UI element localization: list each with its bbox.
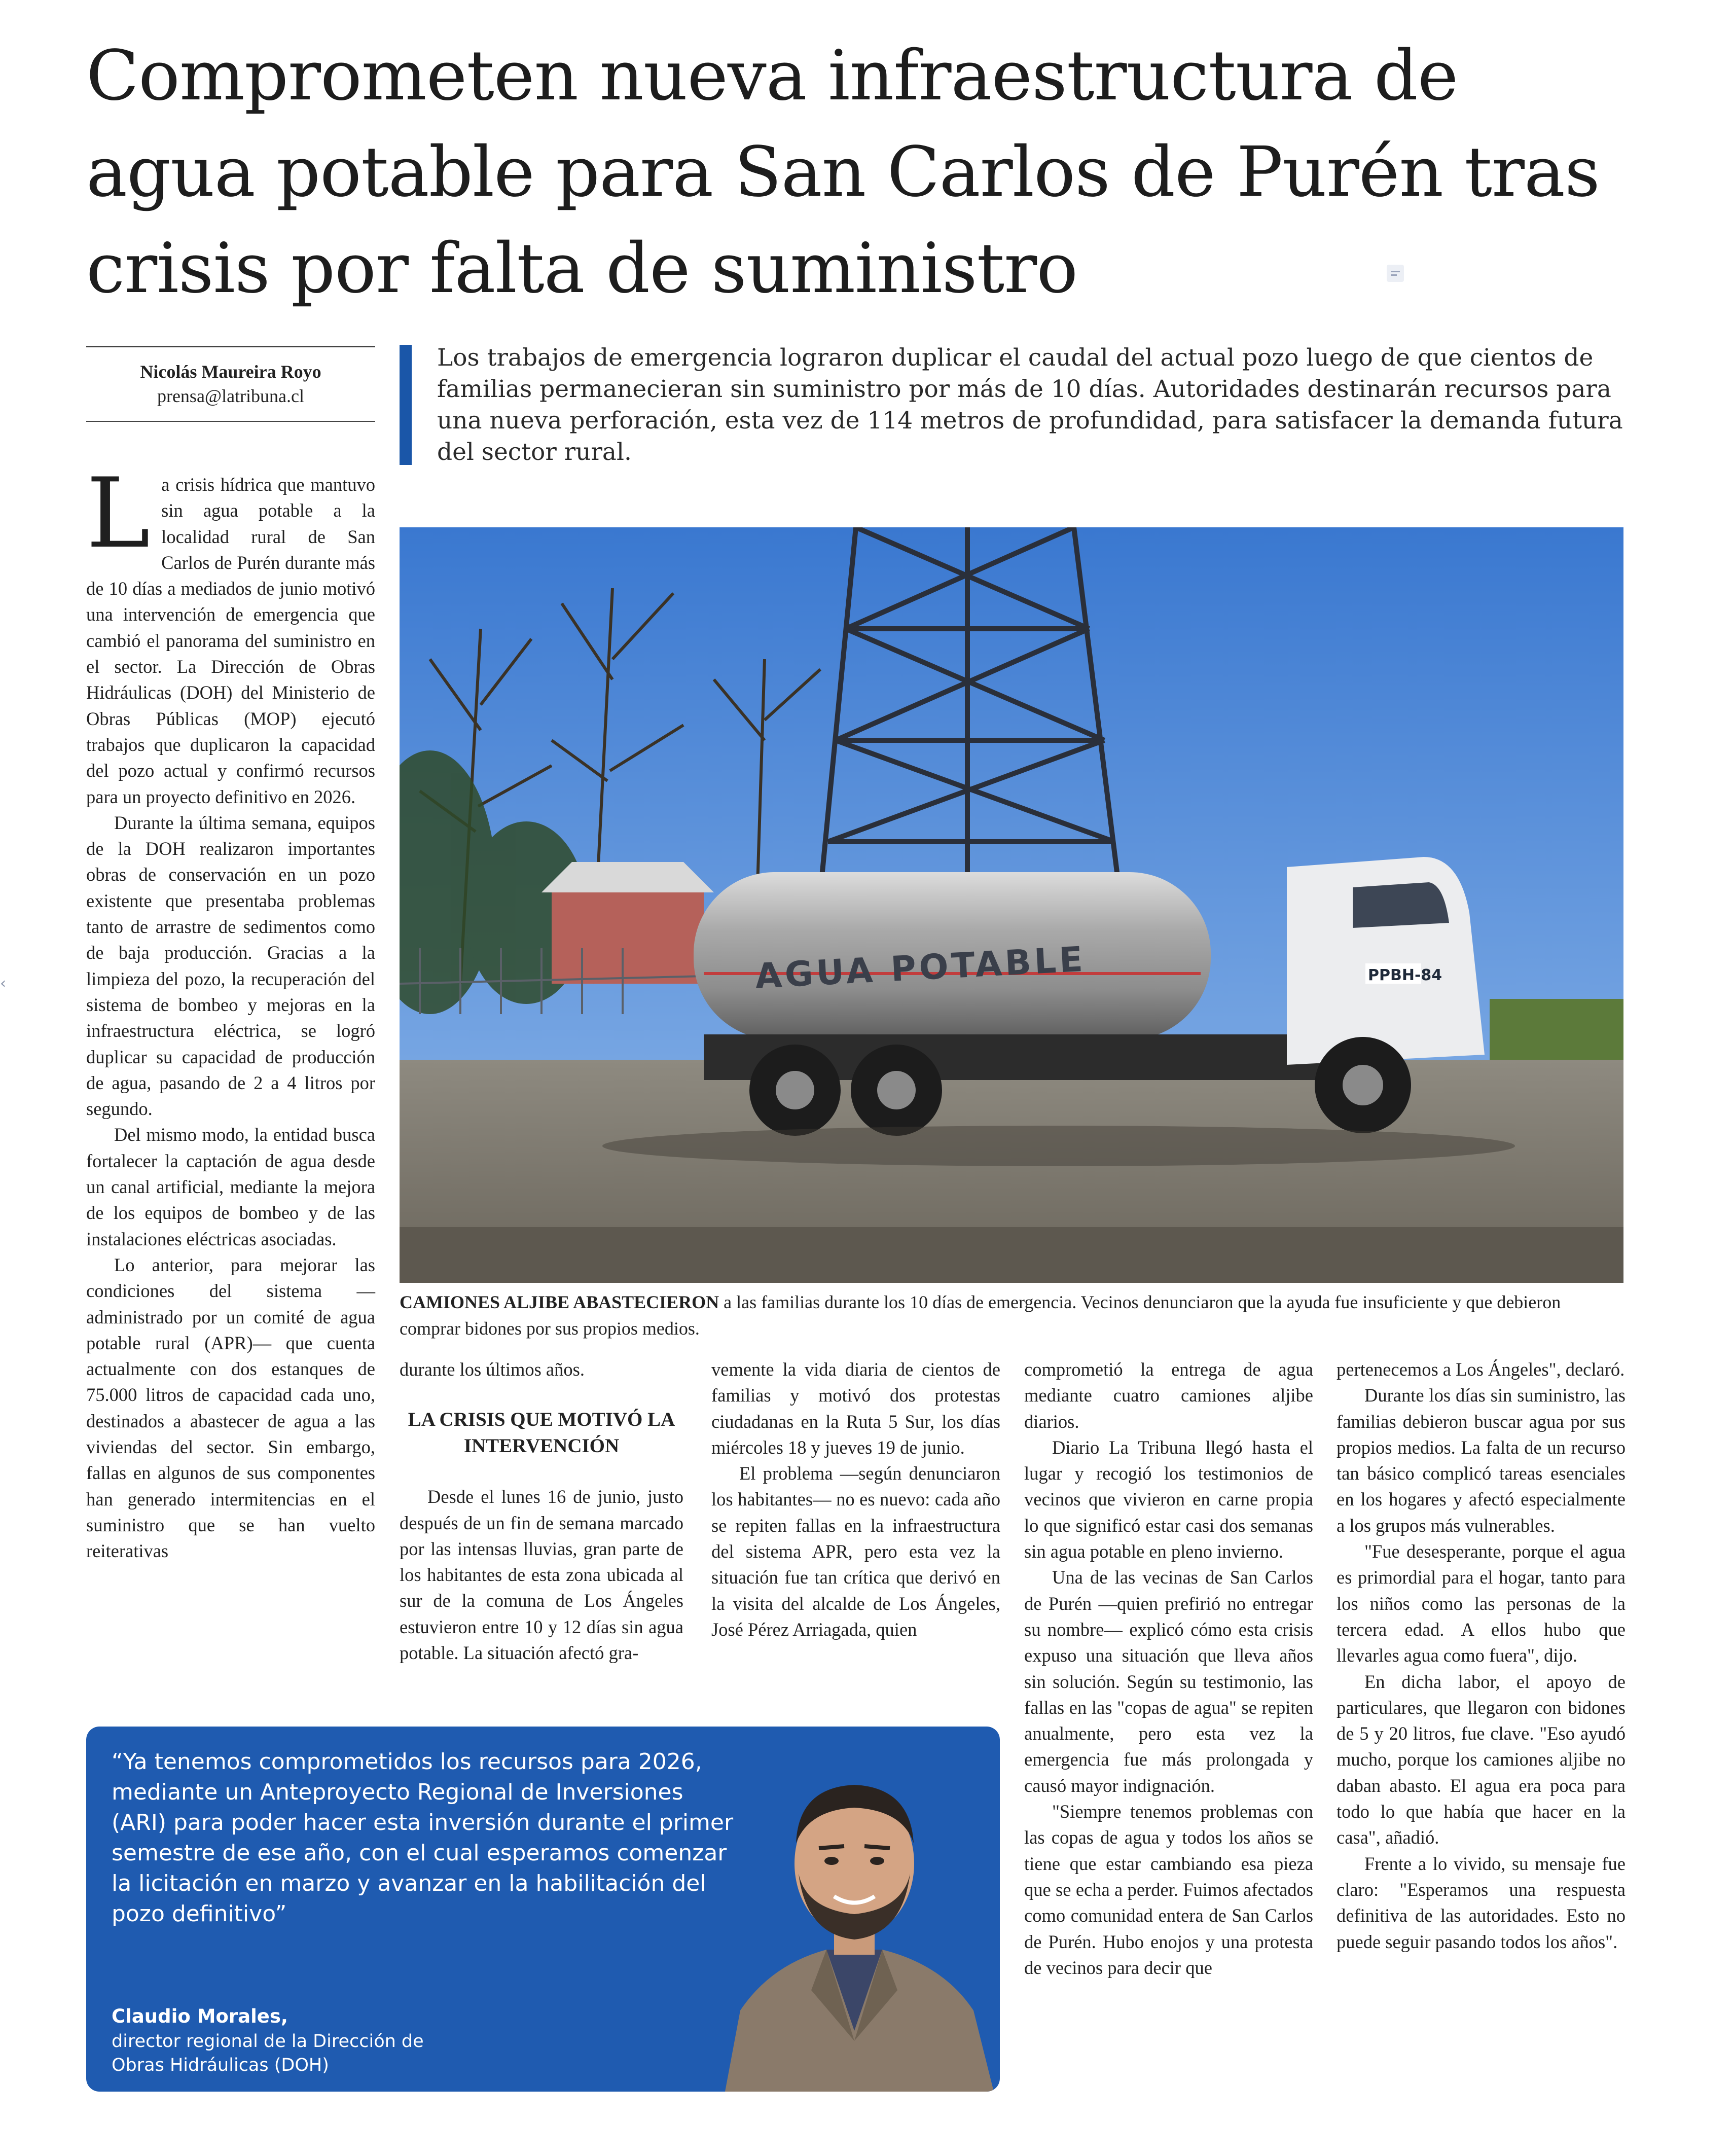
- paragraph: "Siempre tenemos problemas con las copas de agua y todos los años se tiene que estar cambiando esa pieza que se echa a perder. Fuimos afectados como comunidad entera de San Carlos de Purén. Hubo enojos y una protesta de vecinos para decir que: [1024, 1801, 1313, 1978]
- truck-plate: PPBH-84: [1368, 966, 1442, 984]
- column-3: [711, 1356, 1000, 1642]
- paragraph: durante los últimos años.: [400, 1359, 585, 1380]
- headline: Comprometen nueva infraestructura de agua potable para San Carlos de Purén tras crisis por falta de suministro: [86, 36, 1600, 309]
- column-4: [1024, 1356, 1313, 1981]
- drop-cap: L: [86, 457, 151, 569]
- quote-author-name: Claudio Morales,: [112, 2005, 288, 2027]
- paragraph: "Fue desesperante, porque el agua es primordial para el hogar, tanto para los niños como las personas de la tercera edad. A ellos hubo que llevarles agua como fuera", dijo.: [1337, 1541, 1626, 1666]
- quote-author-role: director regional de la Dirección de Obras Hidráulicas (DOH): [112, 2031, 424, 2075]
- paragraph: El problema —según denunciaron los habitantes— no es nuevo: cada año se repiten fallas en la infraestructura del sistema APR, pero esta vez la situación fue tan crítica que derivó en la visita del alcalde de Los Ángeles, José Pérez Arriagada, quien: [711, 1463, 1000, 1640]
- byline-top-rule: [86, 346, 375, 347]
- paragraph: comprometió la entrega de agua mediante cuatro camiones aljibe diarios.: [1024, 1359, 1313, 1432]
- photo-caption: [400, 1289, 1623, 1342]
- lede: Los trabajos de emergencia lograron duplicar el caudal del actual pozo luego de que cientos de familias permanecieran sin suministro por más de 10 días. Autoridades destinarán recursos para una nueva perforación, esta vez de 114 metros de profundidad, para satisfacer la demanda futura del sector rural.: [437, 344, 1623, 466]
- portrait-photo: [710, 1727, 1000, 2092]
- column-5: [1337, 1356, 1626, 1955]
- truck-lettering: AGUA POTABLE: [754, 939, 1087, 997]
- paragraph: En dicha labor, el apoyo de particulares, que llegaron con bidones de 5 y 20 litros, fue clave. "Eso ayudó mucho, porque los camiones aljibe no daban abasto. El agua era poca para todo lo que había que hacer en la casa", añadió.: [1337, 1671, 1626, 1848]
- paragraph: Diario La Tribuna llegó hasta el lugar y recogió los testimonios de vecinos que vivieron en carne propia lo que significó estar casi dos semanas sin agua potable en pleno invierno.: [1024, 1436, 1313, 1562]
- column-1: [86, 457, 375, 1564]
- caption-lead: CAMIONES ALJIBE ABASTECIERON: [400, 1292, 719, 1312]
- lede-accent-bar: [400, 345, 412, 465]
- note-icon[interactable]: [1387, 265, 1404, 282]
- paragraph: Del mismo modo, la entidad busca fortalecer la captación de agua desde un canal artificial, mediante la mejora de los equipos de bombeo y de las instalaciones eléctricas asociadas.: [86, 1124, 375, 1249]
- paragraph: Lo anterior, para mejorar las condiciones del sistema —administrado por un comité de agua potable rural (APR)— que cuenta actualmente con dos estanques de 75.000 litros de capacidad cada uno, destinados a abastecer de agua a las viviendas del sector. Sin embargo, fallas en algunos de sus componentes han generado intermitencias en el suministro que se han vuelto reiterativas: [86, 1254, 375, 1562]
- byline-bottom-rule: [86, 421, 375, 422]
- paragraph: Una de las vecinas de San Carlos de Purén —quien prefirió no entregar su nombre— explicó cómo esta crisis expuso una situación que lleva años sin solución. Según su testimonio, las fallas en las "copas de agua" se repiten anualmente, pero esta vez la emergencia fue más prolongada y causó mayor indignación.: [1024, 1567, 1313, 1796]
- paragraph: Durante la última semana, equipos de la DOH realizaron importantes obras de conservación en un pozo existente que presentaba problemas tanto de arrastre de sedimentos como de baja producción. Gracias a la limpieza del pozo, la recuperación del sistema de bombeo y mejoras en la infraestructura eléctrica, se logró duplicar su capacidad de producción de agua, pasando de 2 a 4 litros por segundo.: [86, 812, 375, 1120]
- author-name: Nicolás Maureira Royo: [140, 362, 321, 382]
- pull-quote-box: [86, 1727, 1000, 2092]
- section-subhead: LA CRISIS QUE MOTIVÓ LA INTERVENCIÓN: [408, 1409, 675, 1457]
- column-2: [400, 1356, 683, 1666]
- paragraph: Frente a lo vivido, su mensaje fue claro: "Esperamos una respuesta definitiva de las autoridades. Esto no puede seguir pasando todos los años".: [1337, 1853, 1626, 1952]
- chevron-left-icon[interactable]: ‹: [0, 975, 6, 992]
- pull-quote-text: “Ya tenemos comprometidos los recursos para 2026, mediante un Anteproyecto Regional de Inversiones (ARI) para poder hacer esta inversión durante el primer semestre de ese año, con el cual esperamos comenzar la licitación en marzo y avanzar en la habilitación del pozo definitivo”: [112, 1749, 734, 1927]
- paragraph: Desde el lunes 16 de junio, justo después de un fin de semana marcado por las intensas lluvias, gran parte de los habitantes de esta zona ubicada al sur de la comuna de Los Ángeles estuvieron entre 10 y 12 días sin agua potable. La situación afectó gra-: [400, 1486, 683, 1664]
- paragraph: pertenecemos a Los Ángeles", declaró.: [1337, 1359, 1625, 1380]
- paragraph: [86, 457, 375, 810]
- author-email[interactable]: prensa@latribuna.cl: [157, 386, 305, 406]
- paragraph-text: a crisis hídrica que mantuvo sin agua potable a la localidad rural de San Carlos de Purén durante más de 10 días a mediados de junio motivó una intervención de emergencia que cambió el panorama del suministro en el sector. La Dirección de Obras Hidráulicas (DOH) del Ministerio de Obras Públicas (MOP) ejecutó trabajos que duplicaron la capacidad del pozo actual y confirmó recursos para un proyecto definitivo en 2026.: [86, 474, 375, 807]
- paragraph: vemente la vida diaria de cientos de familias y motivó dos protestas ciudadanas en la Ruta 5 Sur, los días miércoles 18 y jueves 19 de junio.: [711, 1359, 1000, 1458]
- paragraph: Durante los días sin suministro, las familias debieron buscar agua por sus propios medios. La falta de un recurso tan básico complicó tareas esenciales en los hogares y afectó especialmente a los grupos más vulnerables.: [1337, 1385, 1626, 1536]
- caption-text: a las familias durante los 10 días de emergencia. Vecinos denunciaron que la ayuda fue insuficiente y que debieron comprar bidones por sus propios medios.: [400, 1292, 1561, 1339]
- photo-water-truck: [400, 527, 1623, 1283]
